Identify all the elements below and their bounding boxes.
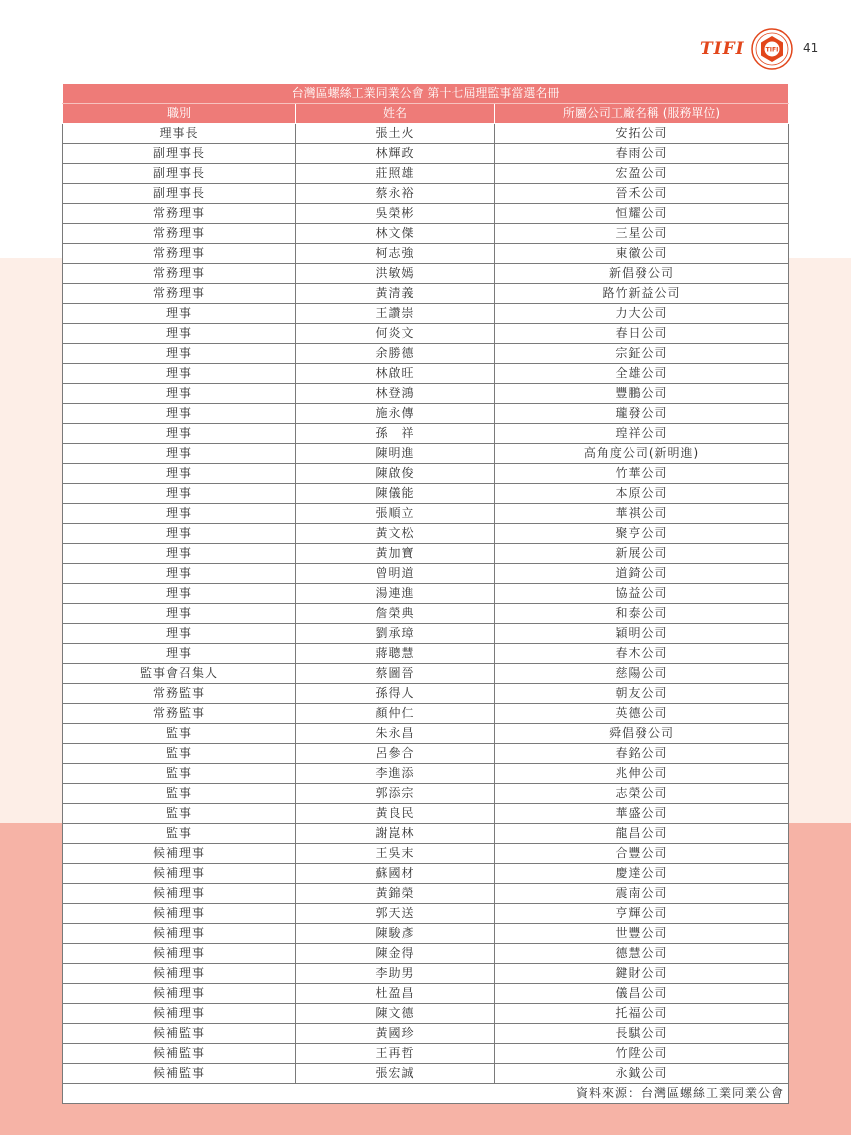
- cell-company: 儀昌公司: [495, 984, 789, 1004]
- cell-name: 張土火: [296, 124, 495, 144]
- cell-name: 蘇國材: [296, 864, 495, 884]
- cell-position: 常務理事: [63, 284, 296, 304]
- tifi-emblem-icon: [751, 28, 793, 70]
- cell-company: 高角度公司(新明進): [495, 444, 789, 464]
- cell-company: 兆伸公司: [495, 764, 789, 784]
- cell-position: 候補理事: [63, 844, 296, 864]
- table-row: [63, 464, 789, 484]
- table-row: [63, 1024, 789, 1044]
- table-row: [63, 384, 789, 404]
- table-row: [63, 624, 789, 644]
- table-row: [63, 724, 789, 744]
- cell-position: 理事: [63, 544, 296, 564]
- cell-name: 杜盈昌: [296, 984, 495, 1004]
- table-row: [63, 644, 789, 664]
- cell-name: 柯志強: [296, 244, 495, 264]
- cell-name: 陳儀能: [296, 484, 495, 504]
- cell-position: 理事: [63, 524, 296, 544]
- cell-position: 候補理事: [63, 884, 296, 904]
- cell-name: 張順立: [296, 504, 495, 524]
- table-row: [63, 604, 789, 624]
- cell-position: 理事: [63, 384, 296, 404]
- column-header-position: 職別: [63, 104, 296, 124]
- table-row: [63, 704, 789, 724]
- cell-company: 宗鉦公司: [495, 344, 789, 364]
- cell-name: 劉承璋: [296, 624, 495, 644]
- cell-name: 黃國珍: [296, 1024, 495, 1044]
- cell-company: 德慧公司: [495, 944, 789, 964]
- cell-name: 吳榮彬: [296, 204, 495, 224]
- cell-position: 理事: [63, 644, 296, 664]
- cell-position: 候補監事: [63, 1044, 296, 1064]
- cell-company: 道錡公司: [495, 564, 789, 584]
- cell-name: 湯連進: [296, 584, 495, 604]
- cell-company: 鍵財公司: [495, 964, 789, 984]
- cell-position: 理事: [63, 304, 296, 324]
- cell-company: 永鉞公司: [495, 1064, 789, 1084]
- cell-position: 候補理事: [63, 984, 296, 1004]
- cell-name: 曾明道: [296, 564, 495, 584]
- cell-name: 陳明進: [296, 444, 495, 464]
- source-note: 資料來源：台灣區螺絲工業同業公會: [63, 1084, 789, 1104]
- cell-name: 蔡圖晉: [296, 664, 495, 684]
- table-row: [63, 824, 789, 844]
- cell-company: 三星公司: [495, 224, 789, 244]
- cell-name: 余勝德: [296, 344, 495, 364]
- cell-company: 豐鵬公司: [495, 384, 789, 404]
- cell-company: 新倡發公司: [495, 264, 789, 284]
- table-row: [63, 164, 789, 184]
- table-row: [63, 744, 789, 764]
- table-row: [63, 1064, 789, 1084]
- cell-company: 英德公司: [495, 704, 789, 724]
- table-row: [63, 204, 789, 224]
- cell-position: 候補理事: [63, 864, 296, 884]
- cell-name: 詹榮典: [296, 604, 495, 624]
- page-number: 41: [803, 41, 819, 55]
- cell-position: 監事: [63, 804, 296, 824]
- cell-position: 候補理事: [63, 964, 296, 984]
- cell-name: 黃加寶: [296, 544, 495, 564]
- table-row: [63, 664, 789, 684]
- cell-name: 謝崑林: [296, 824, 495, 844]
- cell-company: 和泰公司: [495, 604, 789, 624]
- cell-name: 林登鴻: [296, 384, 495, 404]
- cell-position: 常務理事: [63, 244, 296, 264]
- cell-company: 春雨公司: [495, 144, 789, 164]
- table-row: [63, 364, 789, 384]
- cell-position: 常務理事: [63, 224, 296, 244]
- cell-company: 恒耀公司: [495, 204, 789, 224]
- roster-table: [62, 83, 789, 1104]
- cell-position: 理事: [63, 464, 296, 484]
- cell-company: 華祺公司: [495, 504, 789, 524]
- cell-name: 王讚崇: [296, 304, 495, 324]
- cell-position: 監事: [63, 724, 296, 744]
- cell-position: 候補監事: [63, 1024, 296, 1044]
- cell-name: 陳駿彥: [296, 924, 495, 944]
- cell-company: 長騏公司: [495, 1024, 789, 1044]
- cell-name: 呂參合: [296, 744, 495, 764]
- cell-company: 聚亨公司: [495, 524, 789, 544]
- table-row: [63, 1044, 789, 1064]
- cell-position: 常務監事: [63, 684, 296, 704]
- cell-company: 瑝祥公司: [495, 424, 789, 444]
- cell-company: 新展公司: [495, 544, 789, 564]
- table-row: [63, 524, 789, 544]
- cell-company: 力大公司: [495, 304, 789, 324]
- cell-name: 陳文德: [296, 1004, 495, 1024]
- cell-name: 蔡永裕: [296, 184, 495, 204]
- cell-name: 顏仲仁: [296, 704, 495, 724]
- cell-name: 朱永昌: [296, 724, 495, 744]
- table-row: [63, 424, 789, 444]
- cell-position: 候補理事: [63, 944, 296, 964]
- cell-position: 監事: [63, 744, 296, 764]
- table-row: [63, 404, 789, 424]
- cell-company: 全雄公司: [495, 364, 789, 384]
- cell-company: 晉禾公司: [495, 184, 789, 204]
- cell-company: 合豐公司: [495, 844, 789, 864]
- table-row: [63, 504, 789, 524]
- cell-position: 理事: [63, 324, 296, 344]
- table-row: [63, 544, 789, 564]
- table-row: [63, 844, 789, 864]
- cell-company: 竹陞公司: [495, 1044, 789, 1064]
- table-row: [63, 944, 789, 964]
- table-row: [63, 584, 789, 604]
- cell-position: 理事: [63, 364, 296, 384]
- table-row: [63, 284, 789, 304]
- cell-company: 華盛公司: [495, 804, 789, 824]
- cell-position: 理事: [63, 604, 296, 624]
- cell-name: 施永傳: [296, 404, 495, 424]
- cell-position: 理事: [63, 424, 296, 444]
- header-logo: [700, 24, 793, 74]
- emblem-text: TIFI: [765, 46, 778, 54]
- cell-company: 協益公司: [495, 584, 789, 604]
- cell-company: 穎明公司: [495, 624, 789, 644]
- cell-position: 理事: [63, 564, 296, 584]
- cell-name: 何炎文: [296, 324, 495, 344]
- cell-name: 林文傑: [296, 224, 495, 244]
- cell-position: 常務理事: [63, 264, 296, 284]
- table-row: [63, 564, 789, 584]
- cell-position: 監事會召集人: [63, 664, 296, 684]
- table-row: [63, 884, 789, 904]
- cell-position: 候補理事: [63, 904, 296, 924]
- cell-company: 宏盈公司: [495, 164, 789, 184]
- cell-name: 黃良民: [296, 804, 495, 824]
- cell-company: 震南公司: [495, 884, 789, 904]
- table-title: 台灣區螺絲工業同業公會 第十七屆理監事當選名冊: [63, 84, 789, 104]
- table-row: [63, 444, 789, 464]
- table-row: [63, 784, 789, 804]
- cell-name: 林輝政: [296, 144, 495, 164]
- brand-text: TIFI: [700, 39, 745, 59]
- table-row: [63, 484, 789, 504]
- table-row: [63, 324, 789, 344]
- table-row: [63, 264, 789, 284]
- cell-company: 春木公司: [495, 644, 789, 664]
- table-row: [63, 964, 789, 984]
- cell-position: 理事: [63, 504, 296, 524]
- cell-company: 龍昌公司: [495, 824, 789, 844]
- cell-company: 慈陽公司: [495, 664, 789, 684]
- table-row: [63, 244, 789, 264]
- cell-name: 郭天送: [296, 904, 495, 924]
- cell-position: 常務理事: [63, 204, 296, 224]
- cell-name: 林啟旺: [296, 364, 495, 384]
- cell-company: 世豐公司: [495, 924, 789, 944]
- cell-position: 監事: [63, 784, 296, 804]
- cell-name: 黃清義: [296, 284, 495, 304]
- cell-position: 理事: [63, 404, 296, 424]
- cell-position: 常務監事: [63, 704, 296, 724]
- cell-name: 李進添: [296, 764, 495, 784]
- cell-name: 王吳末: [296, 844, 495, 864]
- table-row: [63, 684, 789, 704]
- cell-position: 理事: [63, 624, 296, 644]
- cell-position: 候補理事: [63, 1004, 296, 1024]
- table-row: [63, 184, 789, 204]
- column-header-company: 所屬公司工廠名稱 (服務單位): [495, 104, 789, 124]
- cell-position: 理事: [63, 444, 296, 464]
- table-row: [63, 1004, 789, 1024]
- cell-name: 蔣聰慧: [296, 644, 495, 664]
- table-row: [63, 864, 789, 884]
- cell-name: 洪敏嫣: [296, 264, 495, 284]
- cell-position: 候補理事: [63, 924, 296, 944]
- cell-position: 副理事長: [63, 144, 296, 164]
- cell-name: 孫 祥: [296, 424, 495, 444]
- roster-body: [63, 124, 789, 1084]
- cell-position: 理事: [63, 584, 296, 604]
- table-row: [63, 804, 789, 824]
- table-row: [63, 904, 789, 924]
- cell-position: 副理事長: [63, 164, 296, 184]
- cell-name: 陳金得: [296, 944, 495, 964]
- cell-position: 監事: [63, 824, 296, 844]
- roster-table-container: [62, 83, 788, 1104]
- cell-company: 竹華公司: [495, 464, 789, 484]
- cell-company: 托福公司: [495, 1004, 789, 1024]
- table-row: [63, 224, 789, 244]
- cell-name: 黃文松: [296, 524, 495, 544]
- cell-name: 李助男: [296, 964, 495, 984]
- cell-company: 春銘公司: [495, 744, 789, 764]
- cell-name: 陳啟俊: [296, 464, 495, 484]
- table-row: [63, 984, 789, 1004]
- table-row: [63, 924, 789, 944]
- table-row: [63, 344, 789, 364]
- cell-company: 春日公司: [495, 324, 789, 344]
- cell-name: 黃錦榮: [296, 884, 495, 904]
- table-row: [63, 764, 789, 784]
- cell-company: 朝友公司: [495, 684, 789, 704]
- cell-company: 本原公司: [495, 484, 789, 504]
- cell-company: 亨輝公司: [495, 904, 789, 924]
- cell-position: 監事: [63, 764, 296, 784]
- cell-company: 路竹新益公司: [495, 284, 789, 304]
- cell-name: 莊照雄: [296, 164, 495, 184]
- column-header-name: 姓名: [296, 104, 495, 124]
- cell-company: 瓏發公司: [495, 404, 789, 424]
- cell-company: 安拓公司: [495, 124, 789, 144]
- cell-position: 理事: [63, 484, 296, 504]
- cell-position: 候補監事: [63, 1064, 296, 1084]
- cell-name: 張宏誠: [296, 1064, 495, 1084]
- cell-name: 王再哲: [296, 1044, 495, 1064]
- cell-company: 舜倡發公司: [495, 724, 789, 744]
- cell-name: 郭添宗: [296, 784, 495, 804]
- table-row: [63, 304, 789, 324]
- cell-company: 志榮公司: [495, 784, 789, 804]
- cell-name: 孫得人: [296, 684, 495, 704]
- cell-position: 理事: [63, 344, 296, 364]
- table-row: [63, 144, 789, 164]
- cell-company: 東徽公司: [495, 244, 789, 264]
- cell-company: 慶達公司: [495, 864, 789, 884]
- cell-position: 理事長: [63, 124, 296, 144]
- table-row: [63, 124, 789, 144]
- cell-position: 副理事長: [63, 184, 296, 204]
